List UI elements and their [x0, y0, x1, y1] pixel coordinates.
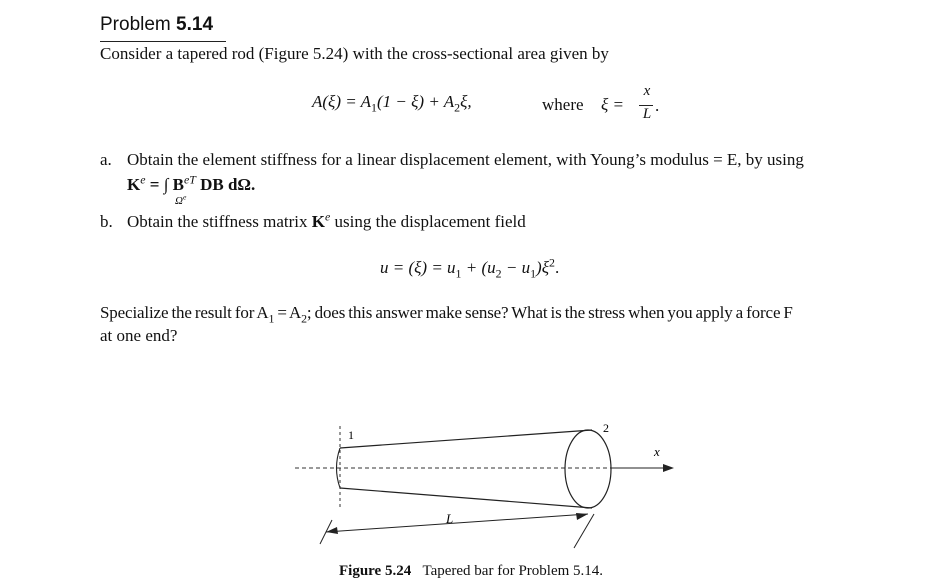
xi-definition — [601, 95, 624, 115]
length-label: L — [446, 511, 454, 526]
x-axis-arrowhead — [663, 464, 674, 472]
fraction-denominator: L — [642, 106, 652, 122]
u-eq-end: )ξ — [536, 258, 549, 277]
item-b-k-sup: e — [325, 209, 331, 224]
specialize-line2: at one end? — [100, 326, 178, 345]
integral-domain — [175, 192, 187, 207]
dimension-arrowhead-right — [576, 513, 588, 520]
bar-right-end — [565, 430, 611, 508]
xi-eq: ξ = — [601, 95, 625, 114]
heading-underline — [100, 41, 226, 42]
area-eq-sub1: 1 — [371, 100, 377, 115]
item-a-text: Obtain the element stiffness for a linear displacement element, with Young’s modulus = E, by using — [127, 150, 804, 169]
item-b-suffix: using the displacement field — [330, 212, 526, 231]
integral-b: = ∫ B — [145, 175, 184, 194]
bar-bottom-edge — [340, 488, 592, 508]
omega-symbol: Ω — [175, 195, 183, 207]
area-eq-lhs: A(ξ) = A — [312, 92, 372, 111]
specialize-text — [100, 303, 793, 326]
problem-number: 5.14 — [176, 14, 214, 35]
displacement-equation — [380, 255, 560, 281]
b-superscript: eT — [183, 172, 196, 187]
k-symbol: K — [127, 175, 141, 194]
u-eq-sub3: 1 — [530, 266, 537, 281]
specialize-sub2: 2 — [301, 311, 307, 326]
bar-top-edge — [340, 430, 592, 448]
area-eq-mid: (1 − ξ) + A — [377, 92, 455, 111]
item-b-text — [127, 209, 526, 232]
item-b-marker: b. — [100, 212, 113, 231]
node2-label: 2 — [603, 421, 609, 435]
caption-text: Tapered bar for Problem 5.14. — [422, 563, 604, 579]
u-eq-sup: 2 — [548, 255, 555, 270]
u-eq-mid2: − u — [501, 258, 531, 277]
caption-label: Figure 5.24 — [339, 563, 412, 579]
stiffness-formula — [127, 172, 256, 195]
u-eq-period: . — [554, 258, 560, 277]
figure-caption — [339, 563, 603, 580]
specialize-sub1: 1 — [268, 311, 275, 326]
item-b-prefix: Obtain the stiffness matrix — [127, 212, 312, 231]
omega-superscript: e — [182, 192, 187, 202]
problem-label: Problem — [100, 14, 171, 35]
specialize-suffix: ; does this answer make sense? What is the stress when you apply a force F — [306, 303, 793, 322]
area-eq-sub2: 2 — [454, 100, 461, 115]
u-eq-mid: + (u — [461, 258, 496, 277]
area-equation — [312, 92, 472, 115]
u-eq-sub1: 1 — [455, 266, 462, 281]
specialize-prefix: Specialize the result for A — [100, 303, 269, 322]
length-dimension-line — [326, 514, 588, 532]
k-superscript: e — [140, 172, 146, 187]
u-eq-lhs: u = (ξ) = u — [380, 258, 456, 277]
intro-text: Consider a tapered rod (Figure 5.24) with the cross-sectional area given by — [100, 44, 609, 63]
area-eq-end: ξ, — [460, 92, 472, 111]
node1-label: 1 — [348, 428, 354, 442]
equation-period: . — [655, 96, 660, 115]
where-label: where — [542, 95, 584, 114]
x-axis-label: x — [654, 444, 660, 459]
u-eq-sub2: 2 — [495, 266, 502, 281]
item-a-marker: a. — [100, 150, 112, 169]
tapered-bar-figure — [290, 410, 690, 555]
item-b-k: K — [311, 212, 326, 231]
fraction-numerator: x — [643, 83, 651, 99]
formula-rest: DB dΩ. — [200, 175, 256, 194]
specialize-mid: = A — [274, 303, 302, 322]
problem-heading — [100, 14, 213, 36]
